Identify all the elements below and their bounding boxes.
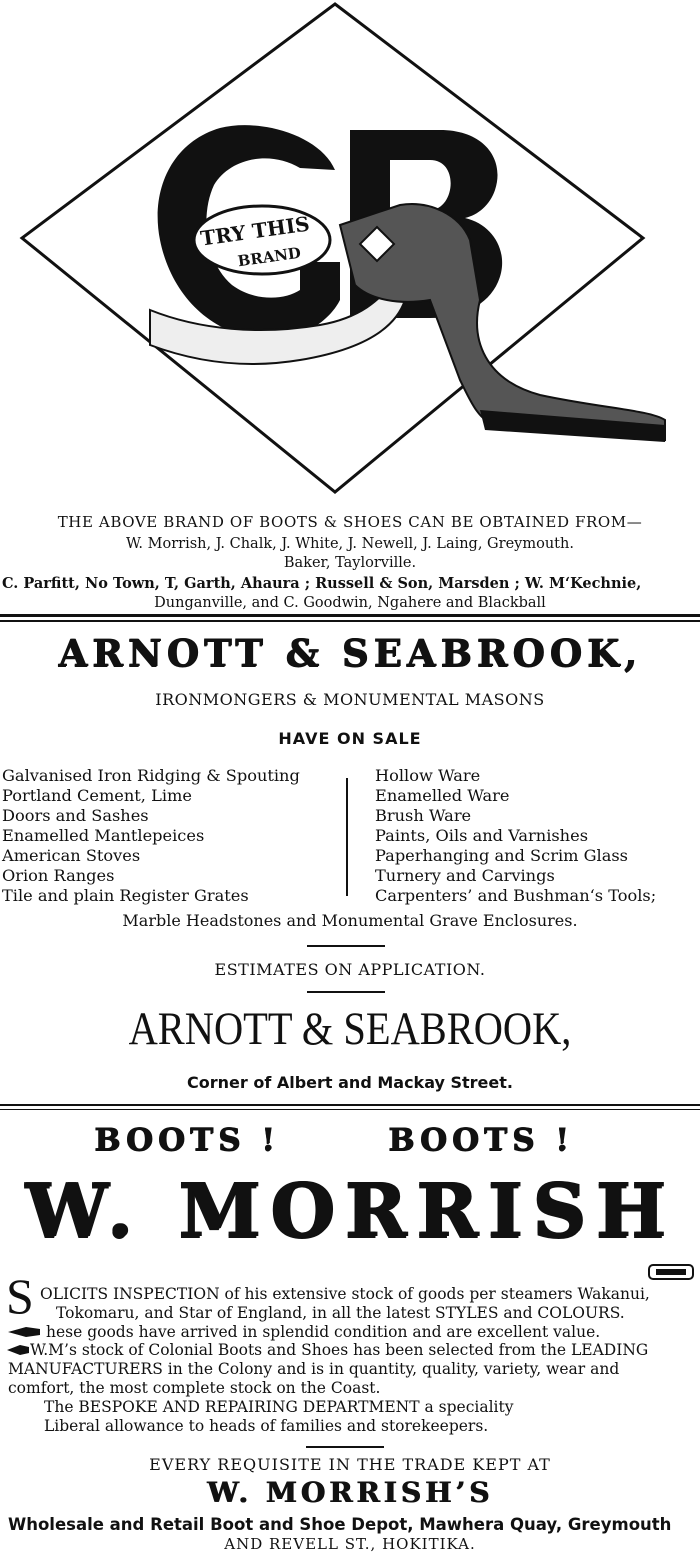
short-rule — [307, 945, 385, 947]
agents-line-4: Dunganville, and C. Goodwin, Ngahere and Blackball — [154, 595, 546, 611]
have-on-sale-label: HAVE ON SALE — [278, 729, 422, 748]
section-divider — [0, 614, 700, 617]
section-divider — [0, 1109, 700, 1110]
stock-line-1: W.M’s stock of Colonial Boots and Shoes has been selected from the LEADING — [30, 1341, 649, 1359]
depot-line: Wholesale and Retail Boot and Shoe Depot, Mawhera Quay, Greymouth — [8, 1515, 672, 1534]
arnott-subheading: IRONMONGERS & MONUMENTAL MASONS — [155, 690, 545, 709]
product-item: American Stoves — [2, 846, 141, 865]
availability-headline: THE ABOVE BRAND OF BOOTS & SHOES CAN BE OBTAINED FROM— — [57, 513, 643, 531]
product-item: Carpenters’ and Bushman‘s Tools; — [375, 886, 657, 905]
product-item: Turnery and Carvings — [375, 866, 555, 885]
morrish-name-heading: W. MORRISH — [24, 1168, 676, 1254]
arnott-address: Corner of Albert and Mackay Street. — [187, 1073, 513, 1092]
goods-arrived-line: hese goods have arrived in splendid condition and are excellent value. — [46, 1323, 601, 1341]
product-item: Doors and Sashes — [2, 806, 149, 825]
stock-line-2: MANUFACTURERS in the Colony and is in quantity, quality, variety, wear and — [8, 1360, 620, 1378]
product-item: Paints, Oils and Varnishes — [375, 826, 588, 845]
product-item: Brush Ware — [375, 806, 472, 825]
arnott-signature: ARNOTT & SEABROOK, — [128, 1003, 572, 1055]
stock-line-3: comfort, the most complete stock on the Coast. — [8, 1379, 381, 1397]
marble-headstones-line: Marble Headstones and Monumental Grave Enclosures. — [122, 911, 578, 930]
estimates-line: ESTIMATES ON APPLICATION. — [214, 960, 486, 979]
product-item: Enamelled Ware — [375, 786, 510, 805]
product-item: Orion Ranges — [2, 866, 115, 885]
section-divider — [0, 620, 700, 622]
gb-brand-logo — [0, 0, 700, 500]
product-item: Galvanised Iron Ridging & Spouting — [2, 766, 300, 785]
product-item: Paperhanging and Scrim Glass — [375, 846, 628, 865]
agents-line-3: C. Parfitt, No Town, T, Garth, Ahaura ; Russell & Son, Marsden ; W. M‘Kechnie, — [2, 575, 642, 592]
solicits-line-1: OLICITS INSPECTION of his extensive stock of goods per steamers Wakanui, — [40, 1285, 650, 1303]
pointing-hand-icon — [648, 1263, 696, 1281]
section-divider — [0, 1104, 700, 1106]
left-product-list — [2, 766, 300, 906]
liberal-allowance-line: Liberal allowance to heads of families and storekeepers. — [44, 1417, 489, 1435]
product-item: Enamelled Mantlepeices — [2, 826, 205, 845]
boots-heading-right: BOOTS ! — [388, 1122, 574, 1158]
bespoke-line: The BESPOKE AND REPAIRING DEPARTMENT a speciality — [44, 1398, 514, 1416]
short-rule — [306, 1446, 384, 1448]
agents-line-1: W. Morrish, J. Chalk, J. White, J. Newell, J. Laing, Greymouth. — [126, 536, 574, 552]
agents-line-2: Baker, Taylorville. — [283, 555, 417, 571]
boots-heading-left: BOOTS ! — [94, 1122, 280, 1158]
short-rule — [307, 991, 385, 993]
pointing-hand-icon — [6, 1343, 30, 1357]
product-item: Hollow Ware — [375, 766, 481, 785]
product-item: Portland Cement, Lime — [2, 786, 192, 805]
pointing-hand-icon — [6, 1325, 42, 1339]
arnott-heading: ARNOTT & SEABROOK, — [58, 631, 642, 675]
banner-text-line1: TRY THIS — [199, 211, 312, 251]
right-product-list — [375, 766, 656, 906]
dropcap-s: S — [6, 1268, 34, 1324]
product-item: Tile and plain Register Grates — [2, 886, 249, 905]
every-requisite-line: EVERY REQUISITE IN THE TRADE KEPT AT — [149, 1455, 551, 1474]
revell-street-line: AND REVELL ST., HOKITIKA. — [224, 1535, 476, 1553]
morrish-possessive-heading: W. MORRISH’S — [206, 1476, 494, 1509]
solicits-line-2: Tokomaru, and Star of England, in all the latest STYLES and COLOURS. — [56, 1304, 625, 1322]
column-divider — [346, 778, 348, 896]
banner-text-line2: BRAND — [236, 243, 303, 271]
